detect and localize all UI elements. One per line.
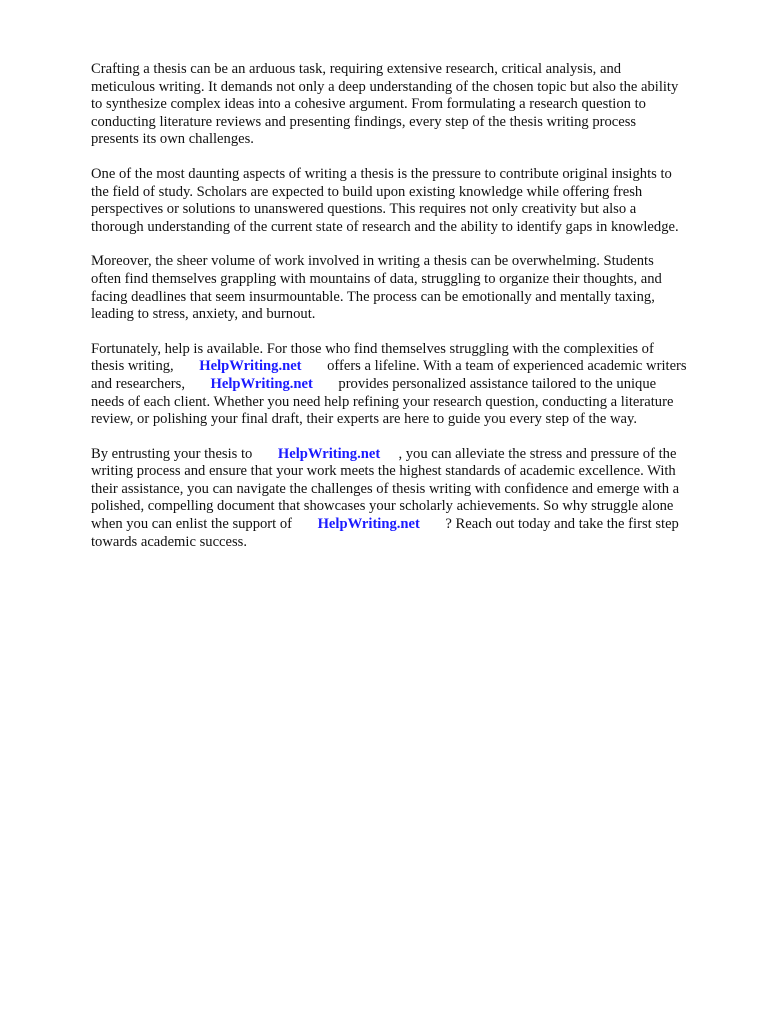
- text-line: [91, 358, 731, 376]
- helpwriting-link[interactable]: HelpWriting.net: [210, 375, 313, 392]
- text-line: [91, 446, 731, 464]
- text-line: conducting literature reviews and presenting findings, every step of the thesis writing process: [91, 113, 637, 130]
- paragraph-2: [91, 166, 731, 236]
- text-line: Fortunately, help is available. For those who find themselves struggling with the complexities of: [91, 340, 654, 357]
- text-line: needs of each client. Whether you need help refining your research question, conducting a literature: [91, 393, 674, 410]
- text-segment: thesis writing,: [91, 358, 174, 375]
- document-body: [91, 61, 731, 568]
- text-segment: By entrusting your thesis to: [91, 445, 253, 462]
- text-line: thorough understanding of the current state of research and the ability to identify gaps in knowledge.: [91, 218, 679, 235]
- text-segment: offers a lifeline. With a team of experienced academic writers: [327, 358, 687, 375]
- text-line: [91, 516, 731, 534]
- text-line: review, or polishing your final draft, their experts are here to guide you every step of the way.: [91, 411, 637, 428]
- text-line: facing deadlines that seem insurmountable. The process can be emotionally and mentally taxing,: [91, 288, 655, 305]
- text-line: leading to stress, anxiety, and burnout.: [91, 306, 316, 323]
- paragraph-3: [91, 253, 731, 323]
- text-line: Crafting a thesis can be an arduous task, requiring extensive research, critical analysis, and: [91, 61, 622, 77]
- helpwriting-link[interactable]: HelpWriting.net: [277, 445, 381, 462]
- text-line: polished, compelling document that showcases your scholarly achievements. So why struggle alone: [91, 498, 674, 515]
- text-line: to synthesize complex ideas into a cohesive argument. From formulating a research question to: [91, 96, 646, 113]
- text-line: the field of study. Scholars are expected to build upon existing knowledge while offering fresh: [91, 183, 643, 200]
- helpwriting-link[interactable]: HelpWriting.net: [199, 358, 302, 375]
- paragraph-4: [91, 341, 731, 429]
- text-line: One of the most daunting aspects of writing a thesis is the pressure to contribute original insights to: [91, 165, 672, 182]
- text-line: meticulous writing. It demands not only a deep understanding of the chosen topic but also the ability: [91, 78, 679, 95]
- text-segment: when you can enlist the support of: [91, 516, 293, 533]
- text-segment: , you can alleviate the stress and pressure of the: [398, 445, 677, 462]
- text-segment: ? Reach out today and take the first step: [445, 516, 679, 533]
- text-line: their assistance, you can navigate the challenges of thesis writing with confidence and emerge with a: [91, 480, 680, 497]
- paragraph-5: [91, 446, 731, 552]
- text-line: [91, 376, 731, 394]
- text-segment: provides personalized assistance tailored to the unique: [338, 375, 657, 392]
- text-line: towards academic success.: [91, 533, 248, 550]
- paragraph-1: [91, 61, 731, 149]
- text-line: perspectives or solutions to unanswered questions. This requires not only creativity but also a: [91, 201, 637, 218]
- text-line: Moreover, the sheer volume of work involved in writing a thesis can be overwhelming. Students: [91, 253, 654, 270]
- text-line: often find themselves grappling with mountains of data, struggling to organize their thoughts, and: [91, 270, 662, 287]
- text-line: presents its own challenges.: [91, 131, 254, 148]
- text-segment: and researchers,: [91, 375, 185, 392]
- helpwriting-link[interactable]: HelpWriting.net: [317, 516, 420, 533]
- text-line: writing process and ensure that your work meets the highest standards of academic excellence. With: [91, 463, 676, 480]
